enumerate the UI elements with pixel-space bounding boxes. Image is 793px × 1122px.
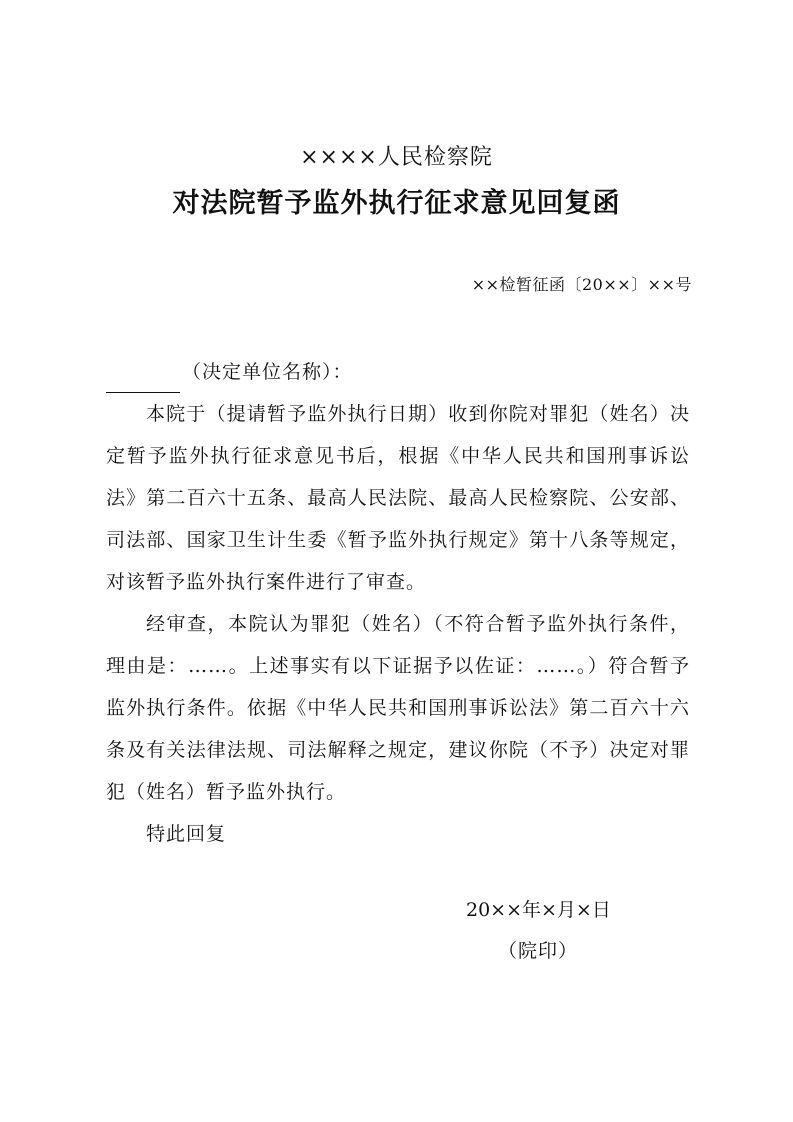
document-date: 20××年×月×日: [466, 899, 611, 921]
addressee-blank: [106, 362, 180, 393]
document-number: ××检暂征函〔20××〕××号: [471, 275, 692, 294]
seal-placeholder: （院印）: [498, 940, 579, 962]
paragraph-2: 经审查，本院认为罪犯（姓名）（不符合暂予监外执行条件，理由是：……。上述事实有以下证据予以佐证：……。）符合暂予监外执行条件。依据《中华人民共和国刑事诉讼法》第二百六十六条及有关法律法规、司法解释之规定，建议你院（不予）决定对罪犯（姓名）暂予监外执行。: [106, 613, 690, 803]
paragraph-1: 本院于（提请暂予监外执行日期）收到你院对罪犯（姓名）决定暂予监外执行征求意见书后，根据《中华人民共和国刑事诉讼法》第二百六十五条、最高人民法院、最高人民检察院、公安部、司法部、国家卫生计生委《暂予监外执行规定》第十八条等规定，对该暂予监外执行案件进行了审查。: [106, 403, 690, 593]
organization-name: ××××人民检察院: [300, 145, 493, 170]
closing-remark: 特此回复: [146, 823, 227, 845]
addressee-line: [106, 351, 690, 393]
document-title: 对法院暂予监外执行征求意见回复函: [172, 188, 621, 219]
addressee-label: （决定单位名称）：: [182, 361, 353, 383]
